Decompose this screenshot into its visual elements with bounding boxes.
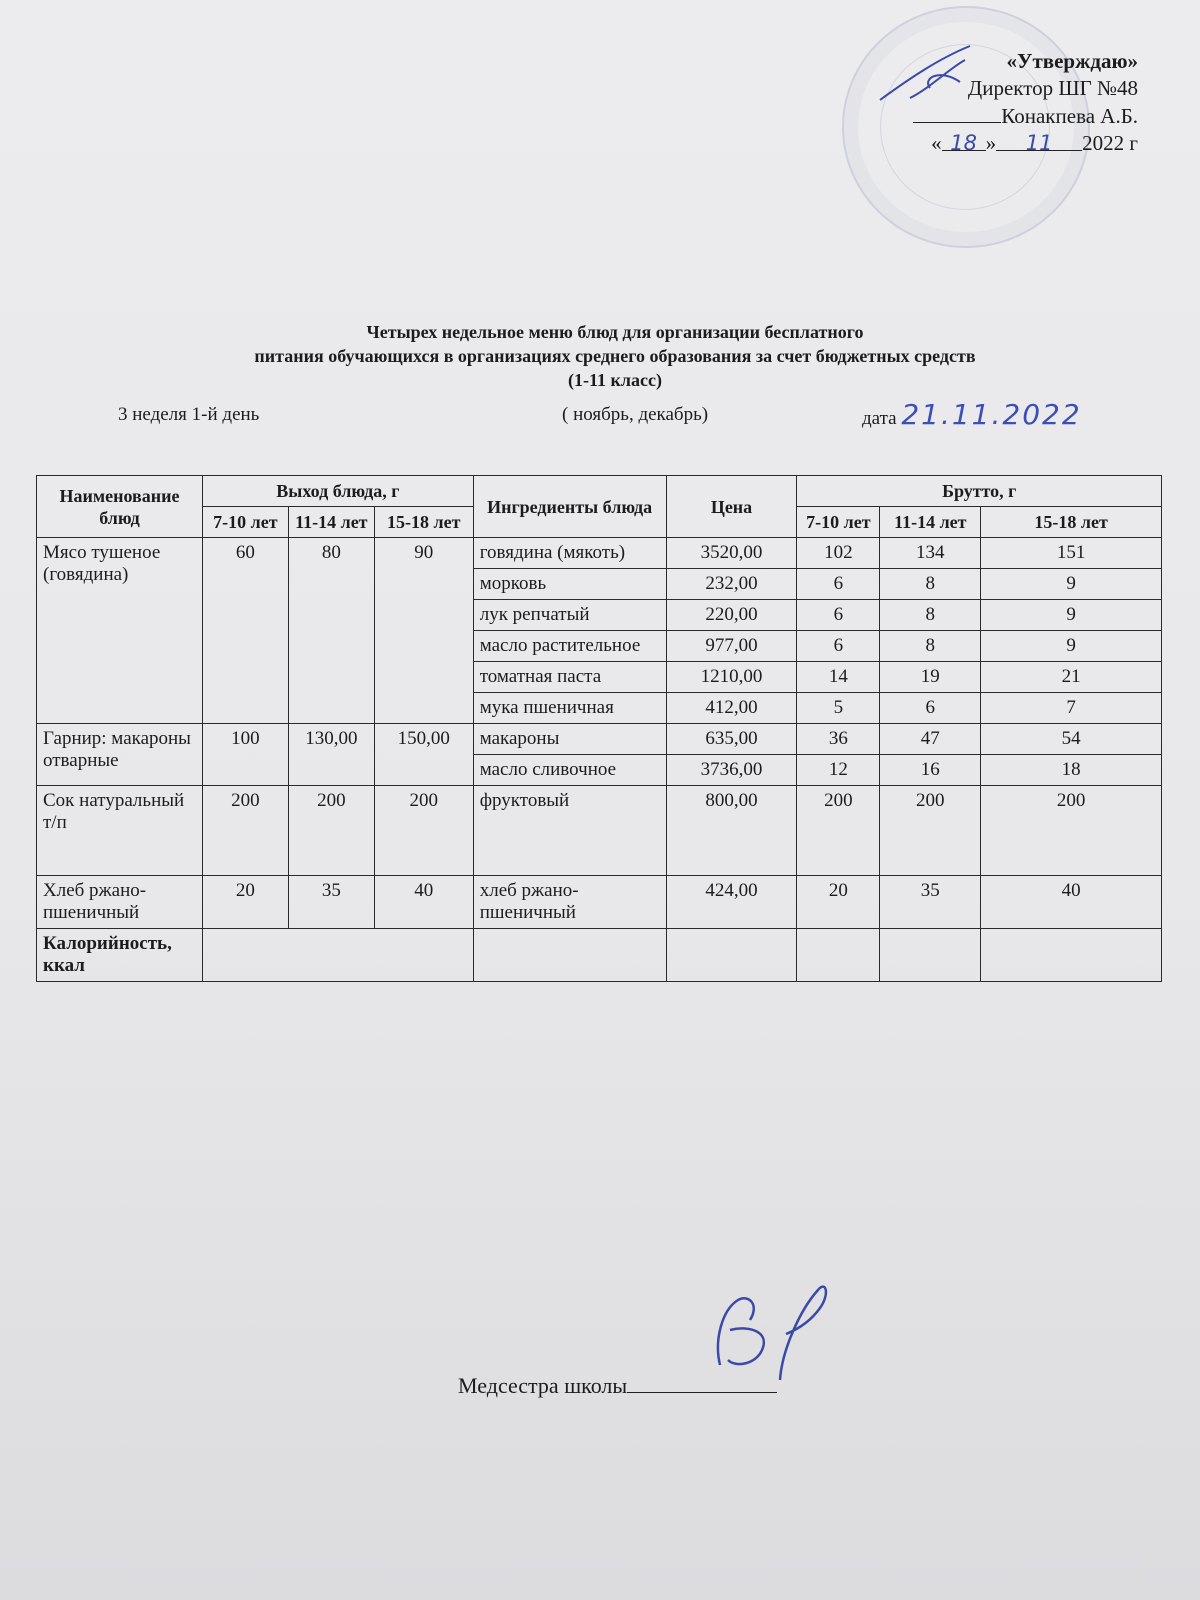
price: 1210,00: [666, 662, 797, 693]
title-line-1: Четырех недельное меню блюд для организации бесплатного: [366, 322, 864, 342]
gross-15-18: 18: [981, 755, 1162, 786]
approval-name: Конакпева А.Б.: [1001, 104, 1138, 128]
output-11-14: 200: [288, 786, 374, 876]
gross-7-10: 6: [797, 631, 880, 662]
nurse-line: [458, 1370, 777, 1399]
output-11-14: 130,00: [288, 724, 374, 786]
title-line-3: (1-11 класс): [568, 370, 662, 390]
gross-15-18: 40: [981, 876, 1162, 929]
gross-11-14: 8: [880, 631, 981, 662]
gross-15-18: 9: [981, 600, 1162, 631]
ingredient: говядина (мякоть): [473, 538, 666, 569]
gross-7-10: 36: [797, 724, 880, 755]
table-row: [37, 929, 1162, 982]
calories-ingredient: [473, 929, 666, 982]
ingredient: масло растительное: [473, 631, 666, 662]
ingredient: томатная паста: [473, 662, 666, 693]
price: 232,00: [666, 569, 797, 600]
header-ingredients: Ингредиенты блюда: [473, 476, 666, 538]
approval-day: 18: [942, 130, 986, 151]
calories-gross-15-18: [981, 929, 1162, 982]
date-label: дата: [862, 408, 897, 429]
gross-11-14: 8: [880, 569, 981, 600]
nurse-signature-blank: [627, 1370, 777, 1393]
gross-7-10: 6: [797, 569, 880, 600]
gross-11-14: 35: [880, 876, 981, 929]
gross-11-14: 8: [880, 600, 981, 631]
gross-7-10: 20: [797, 876, 880, 929]
gross-7-10: 12: [797, 755, 880, 786]
table-row: [37, 876, 1162, 929]
table-row: [37, 786, 1162, 876]
price: 424,00: [666, 876, 797, 929]
output-7-10: 200: [202, 786, 288, 876]
gross-11-14: 200: [880, 786, 981, 876]
price: 635,00: [666, 724, 797, 755]
gross-7-10: 14: [797, 662, 880, 693]
output-15-18: 200: [374, 786, 473, 876]
gross-15-18: 7: [981, 693, 1162, 724]
output-7-10: 60: [202, 538, 288, 724]
approval-position: Директор ШГ №48: [967, 76, 1138, 100]
approval-date-line: [913, 130, 1138, 157]
week-day: 3 неделя 1-й день: [118, 404, 260, 425]
price: 412,00: [666, 693, 797, 724]
price: 3736,00: [666, 755, 797, 786]
output-11-14: 35: [288, 876, 374, 929]
header-gross-age-11-14: 11-14 лет: [880, 507, 981, 538]
output-7-10: 100: [202, 724, 288, 786]
ingredient: макароны: [473, 724, 666, 755]
date-line: [862, 398, 1082, 431]
approval-heading: «Утверждаю»: [1006, 49, 1138, 73]
gross-11-14: 47: [880, 724, 981, 755]
table-row: [37, 538, 1162, 569]
gross-15-18: 9: [981, 631, 1162, 662]
header-output-age-15-18: 15-18 лет: [374, 507, 473, 538]
header-gross-age-15-18: 15-18 лет: [981, 507, 1162, 538]
price: 220,00: [666, 600, 797, 631]
header-output-age-7-10: 7-10 лет: [202, 507, 288, 538]
header-output-age-11-14: 11-14 лет: [288, 507, 374, 538]
header-gross-age-7-10: 7-10 лет: [797, 507, 880, 538]
dish-name: Мясо тушеное (говядина): [37, 538, 203, 724]
menu-table: [36, 475, 1162, 982]
ingredient: морковь: [473, 569, 666, 600]
output-15-18: 90: [374, 538, 473, 724]
header-output: Выход блюда, г: [202, 476, 473, 507]
output-15-18: 150,00: [374, 724, 473, 786]
calories-output: [202, 929, 473, 982]
date-quote-close: »: [985, 131, 997, 155]
ingredient: масло сливочное: [473, 755, 666, 786]
header-dish: Наименование блюд: [37, 476, 203, 538]
date-quote-open: «: [931, 131, 942, 155]
header-price: Цена: [666, 476, 797, 538]
gross-11-14: 16: [880, 755, 981, 786]
gross-15-18: 200: [981, 786, 1162, 876]
table-row: [37, 724, 1162, 755]
gross-7-10: 200: [797, 786, 880, 876]
price: 800,00: [666, 786, 797, 876]
dish-name: Гарнир: макароны отварные: [37, 724, 203, 786]
calories-gross-7-10: [797, 929, 880, 982]
gross-15-18: 21: [981, 662, 1162, 693]
ingredient: хлеб ржано-пшеничный: [473, 876, 666, 929]
header-gross: Брутто, г: [797, 476, 1162, 507]
gross-7-10: 6: [797, 600, 880, 631]
approval-year: 2022 г: [1082, 131, 1138, 155]
calories-price: [666, 929, 797, 982]
ingredient: мука пшеничная: [473, 693, 666, 724]
ingredient: фруктовый: [473, 786, 666, 876]
ingredient: лук репчатый: [473, 600, 666, 631]
nurse-label: Медсестра школы: [458, 1373, 628, 1398]
gross-15-18: 9: [981, 569, 1162, 600]
gross-7-10: 5: [797, 693, 880, 724]
output-11-14: 80: [288, 538, 374, 724]
gross-15-18: 54: [981, 724, 1162, 755]
dish-name: Сок натуральный т/п: [37, 786, 203, 876]
months: ( ноябрь, декабрь): [562, 404, 709, 425]
price: 977,00: [666, 631, 797, 662]
gross-15-18: 151: [981, 538, 1162, 569]
calories-gross-11-14: [880, 929, 981, 982]
date-value: 21.11.2022: [901, 398, 1082, 431]
gross-11-14: 134: [880, 538, 981, 569]
gross-11-14: 6: [880, 693, 981, 724]
document-title: [40, 320, 1190, 392]
output-7-10: 20: [202, 876, 288, 929]
title-line-2: питания обучающихся в организациях среднего образования за счет бюджетных средств: [254, 346, 976, 366]
price: 3520,00: [666, 538, 797, 569]
gross-11-14: 19: [880, 662, 981, 693]
calories-label: Калорийность, ккал: [37, 929, 203, 982]
gross-7-10: 102: [797, 538, 880, 569]
approval-month: 11: [996, 130, 1082, 151]
output-15-18: 40: [374, 876, 473, 929]
dish-name: Хлеб ржано-пшеничный: [37, 876, 203, 929]
director-signature: [870, 38, 990, 118]
